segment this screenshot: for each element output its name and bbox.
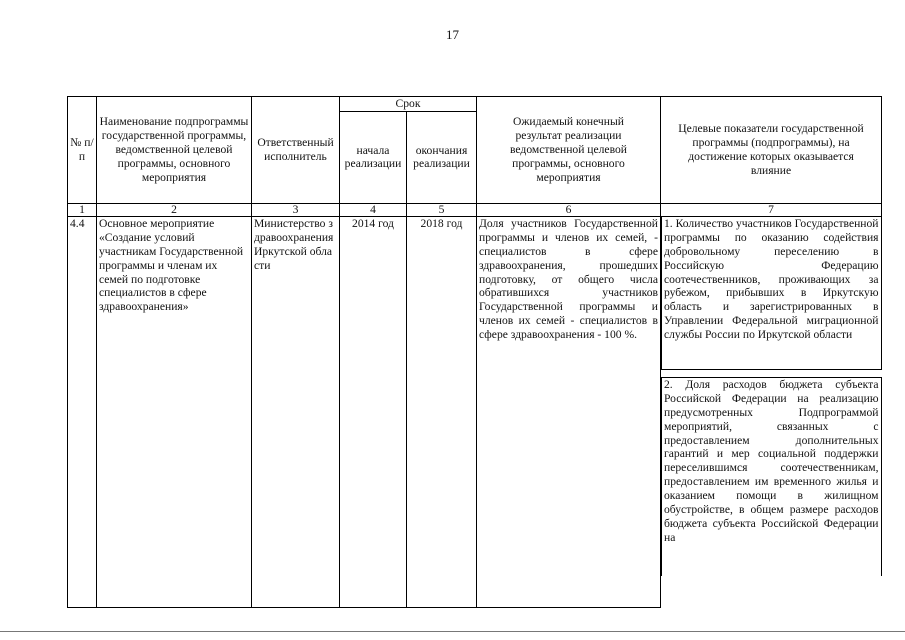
column-number: 2: [97, 203, 252, 216]
expected-result: Доля участников Государственной программы и членов их семей, - специалистов в сфере здравоохранения, прошедших подготовку, от общего числа обратившихся участников Государственной программы и членов их семей - специалистов в сфере здравоохранения - 100 %.: [477, 216, 661, 607]
column-number: 3: [252, 203, 340, 216]
header-end: окончания реализации: [407, 111, 477, 203]
header-targets: Целевые показатели государственной программы (подпрограммы), на достижение которых оказывается влияние: [661, 97, 882, 204]
start-year: 2014 год: [340, 216, 407, 607]
column-number: 1: [68, 203, 97, 216]
target-indicator-2: 2. Доля расходов бюджета субъекта Российской Федерации на реализацию предусмотренных Подпрограммой мероприятий, связанных с предоставлением дополнительных гарантий и мер социальной поддержки переселившимся соотечественникам, предоставлением им временного жилья и оказанием помощи в жилищном обустройстве, в общем размере расходов бюджета субъекта Российской Федерации на: [661, 377, 882, 576]
program-table: [67, 96, 882, 608]
column-number: 7: [661, 203, 882, 216]
target-indicators: [661, 216, 882, 607]
column-number: 4: [340, 203, 407, 216]
end-year: 2018 год: [407, 216, 477, 607]
header-start: начала реализации: [340, 111, 407, 203]
header-term: Срок: [340, 97, 477, 112]
header-num: № п/п: [68, 97, 97, 204]
header-executor: Ответственный исполнитель: [252, 97, 340, 204]
target-indicator-1: 1. Количество участников Государственной программы по оказанию содействия добровольному переселению в Российскую Федерацию соотечественников, проживающих за рубежом, прибывших в Иркутскую область и зарегистрированных в Управлении Федеральной миграционной службы России по Иркутской области: [661, 217, 882, 370]
header-result: Ожидаемый конечный результат реализации ведомственной целевой программы, основного мероприятия: [477, 97, 661, 204]
page-number: 17: [446, 27, 459, 42]
row-number: 4.4: [68, 216, 97, 607]
page-bottom-edge: [0, 631, 905, 632]
activity-name: Основное мероприятие «Создание условий участникам Государственной программы и членам их семей по подготовке специалистов в сфере здравоохранения»: [97, 216, 252, 607]
responsible-executor: Министерство здравоохранения Иркутской области: [252, 216, 340, 607]
column-number: 5: [407, 203, 477, 216]
column-number: 6: [477, 203, 661, 216]
header-name: Наименование подпрограммы государственной программы, ведомственной целевой программы, основного мероприятия: [97, 97, 252, 204]
